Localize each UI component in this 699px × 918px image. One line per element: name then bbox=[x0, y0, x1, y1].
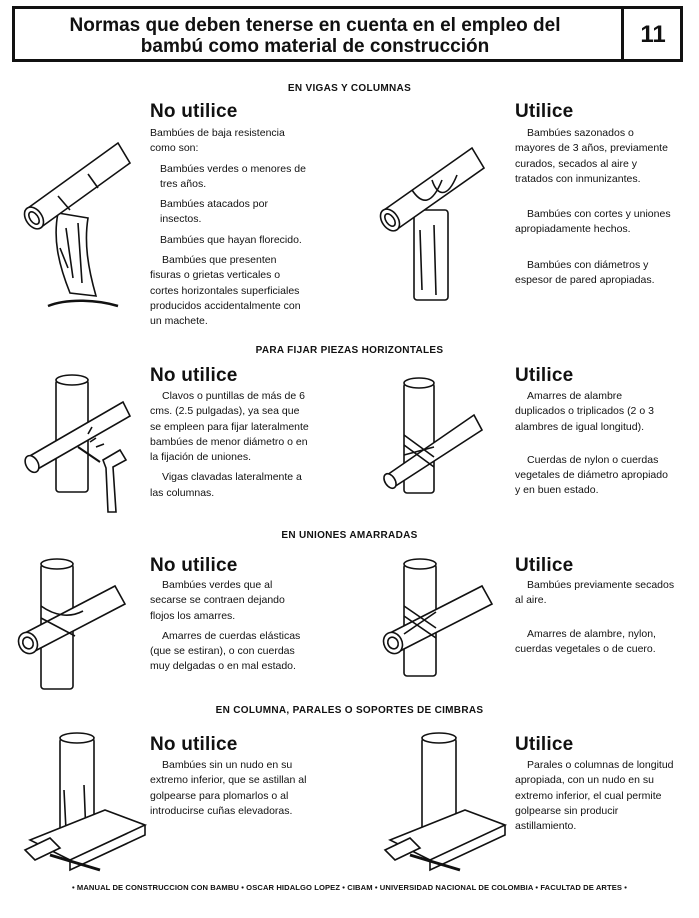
utilice-title: Utilice bbox=[515, 555, 574, 576]
page-title bbox=[15, 15, 615, 57]
title-line-2: bambú como material de construcción bbox=[140, 36, 490, 57]
broken-bamboo-illustration bbox=[18, 128, 138, 308]
no-utilice-title: No utilice bbox=[150, 734, 238, 755]
loose-lashing-illustration bbox=[15, 556, 135, 696]
paragraph: Clavos o puntillas de más de 6 cms. (2.5 pulgadas), ya sea que se empleen para fijar lateralmente bambúes de menor diámetro o en la fijación de uniones. bbox=[150, 390, 309, 464]
header-divider bbox=[621, 9, 624, 59]
splitting-column-illustration bbox=[20, 730, 150, 875]
title-line-1: Normas que deben tenerse en cuenta en el empleo del bbox=[69, 15, 561, 36]
footer-credits: • MANUAL DE CONSTRUCCION CON BAMBU • OSCAR HIDALGO LOPEZ • CIBAM • UNIVERSIDAD NACIONAL DE COLOMBIA • FACULTAD DE ARTES • bbox=[71, 883, 628, 892]
utilice-title: Utilice bbox=[515, 365, 574, 386]
section-heading-vigas: EN VIGAS Y COLUMNAS bbox=[287, 83, 412, 94]
section-heading-fijar: PARA FIJAR PIEZAS HORIZONTALES bbox=[255, 345, 444, 356]
paragraph: Bambúes de baja resistencia como son: bbox=[150, 127, 285, 155]
proper-bamboo-joint-illustration bbox=[372, 130, 492, 305]
utilice-text bbox=[515, 758, 677, 839]
paragraph: Cuerdas de nylon o cuerdas vegetales de diámetro apropiado y en buen estado. bbox=[515, 453, 668, 497]
no-utilice-text bbox=[150, 389, 310, 506]
paragraph: Parales o columnas de longitud apropiada, con un nudo en su extremo inferior, el cual permite golpearse sin producir astillamiento. bbox=[515, 759, 674, 833]
paragraph: Bambúes con cortes y uniones apropiadamente hechos. bbox=[515, 208, 671, 236]
wire-lashed-bamboo-illustration bbox=[382, 375, 492, 510]
paragraph: Bambúes sin un nudo en su extremo inferior, que se astillan al golpearse para plomarlos o al introducirse cuñas elevadoras. bbox=[150, 759, 307, 817]
paragraph: Amarres de alambre duplicados o triplicados (2 o 3 alambres de igual longitud). bbox=[515, 390, 654, 433]
no-utilice-title: No utilice bbox=[150, 365, 238, 386]
paragraph: Bambúes atacados por insectos. bbox=[160, 198, 268, 226]
no-utilice-text bbox=[150, 758, 310, 824]
utilice-title: Utilice bbox=[515, 101, 574, 122]
paragraph: Amarres de alambre, nylon, cuerdas vegetales o de cuero. bbox=[515, 627, 656, 655]
nailed-bamboo-illustration bbox=[18, 372, 138, 517]
utilice-title: Utilice bbox=[515, 734, 574, 755]
utilice-text bbox=[515, 126, 675, 293]
paragraph: Bambúes verdes que al secarse se contraen dejando flojos los amarres. bbox=[150, 579, 285, 622]
paragraph: Bambúes que hayan florecido. bbox=[160, 233, 302, 246]
paragraph: Bambúes que presenten fisuras o grietas verticales o cortes horizontales superficiales producidos accidentalmente con un machete. bbox=[150, 254, 301, 328]
utilice-text bbox=[515, 389, 675, 504]
knotted-column-illustration bbox=[380, 730, 510, 875]
paragraph: Bambúes sazonados o mayores de 3 años, previamente curados, secados al aire y tratados con inmunizantes. bbox=[515, 127, 668, 185]
section-heading-uniones: EN UNIONES AMARRADAS bbox=[281, 530, 418, 541]
section-heading-columna: EN COLUMNA, PARALES O SOPORTES DE CIMBRAS bbox=[215, 705, 484, 716]
no-utilice-title: No utilice bbox=[150, 555, 238, 576]
tight-lashing-illustration bbox=[380, 556, 500, 686]
no-utilice-text bbox=[150, 126, 308, 335]
paragraph: Bambúes con diámetros y espesor de pared apropiadas. bbox=[515, 258, 655, 287]
utilice-text bbox=[515, 578, 675, 662]
paragraph: Vigas clavadas lateralmente a las columnas. bbox=[150, 471, 302, 499]
paragraph: Bambúes verdes o menores de tres años. bbox=[160, 162, 306, 190]
no-utilice-title: No utilice bbox=[150, 101, 238, 122]
no-utilice-text bbox=[150, 578, 310, 680]
page-header bbox=[12, 6, 683, 62]
page-number: 11 bbox=[640, 21, 666, 48]
paragraph: Bambúes previamente secados al aire. bbox=[515, 579, 675, 607]
paragraph: Amarres de cuerdas elásticas (que se estiran), o con cuerdas muy delgadas o en mal estado. bbox=[150, 629, 301, 673]
